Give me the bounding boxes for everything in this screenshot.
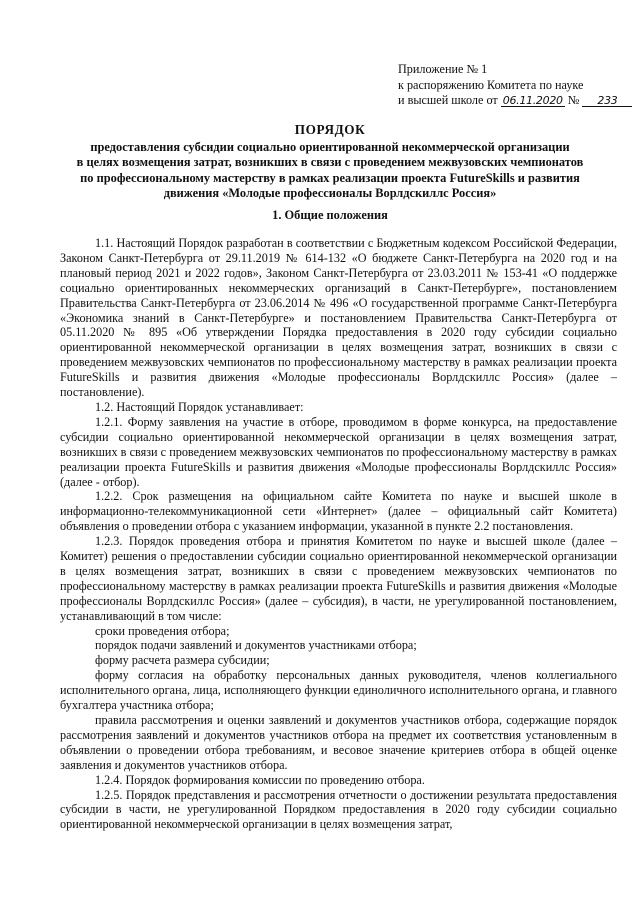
list-item: форму расчета размера субсидии;	[95, 653, 270, 668]
appendix-line-3-prefix: и высшей школе от	[398, 93, 498, 107]
title-sub-line: предоставления субсидии социально ориентированной некоммерческой организации	[90, 140, 570, 155]
handwritten-number: 233	[582, 95, 632, 107]
document-title	[60, 122, 600, 201]
title-sub-line: по профессиональному мастерству в рамках реализации проекта FutureSkills и развития	[80, 170, 580, 185]
document-body	[60, 236, 617, 832]
paragraph-1-2-2: 1.2.2. Срок размещения на официальном сайте Комитета по науке и высшей школе в информационно-телекоммуникационной сети «Интернет» (далее – официальный сайт Комитета) объявления о проведении отбора с указанием информации, указанной в пункте 2.2 постановления.	[60, 489, 617, 534]
appendix-line-2: к распоряжению Комитета по науке	[398, 77, 584, 92]
list-item: сроки проведения отбора;	[95, 623, 230, 638]
paragraph-1-2: 1.2. Настоящий Порядок устанавливает:	[95, 399, 304, 414]
list-item: форму согласия на обработку персональных данных руководителя, членов коллегиального исполнительного органа, лица, исполняющего функции единоличного исполнительного органа, и главного бухгалтера участника отбора;	[60, 668, 617, 713]
paragraph-1-2-3: 1.2.3. Порядок проведения отбора и принятия Комитетом по науке и высшей школе (далее – Комитет) решения о предоставлении субсидии социально ориентированной некоммерческой организации в целях возмещения затрат, возникших в связи с проведением межвузовских чемпионатов по профессиональному мастерству в рамках реализации проекта FutureSkills и развития движения «Молодые профессионалы Ворлдскиллс Россия» (далее – субсидия), в части, не урегулированной постановлением, устанавливающий в том числе:	[60, 534, 617, 623]
section-heading: 1. Общие положения	[272, 208, 388, 222]
appendix-line-1: Приложение № 1	[398, 62, 488, 76]
appendix-block	[398, 62, 638, 109]
list-item: правила рассмотрения и оценки заявлений и документов участников отбора, содержащие порядок рассмотрения заявлений и документов участников отбора на предмет их соответствия установленным в объявлении о проведении отбора требованиям, и весовое значение критериев отбора в общей оценке заявления и документов участников отбора.	[60, 713, 617, 772]
number-sign: №	[567, 93, 580, 107]
list-item: порядок подачи заявлений и документов участниками отбора;	[95, 638, 417, 653]
title-main: ПОРЯДОК	[294, 122, 366, 137]
title-sub-line: в целях возмещения затрат, возникших в связи с проведением межвузовских чемпионатов	[76, 155, 584, 170]
handwritten-date: 06.11.2020	[502, 94, 563, 107]
paragraph-1-1: 1.1. Настоящий Порядок разработан в соответствии с Бюджетным кодексом Российской Федерации, Законом Санкт-Петербурга от 29.11.2019 № 614-132 «О бюджете Санкт-Петербурга на 2020 год и на плановый период 2021 и 2022 годов», Законом Санкт-Петербурга от 23.03.2011 № 153-41 «О поддержке социально ориентированных некоммерческих организаций в Санкт-Петербурге», постановлением Правительства Санкт-Петербурга от 23.06.2014 № 496 «О государственной программе Санкт-Петербурга «Экономика знаний в Санкт-Петербурге» и постановлением Правительства Санкт-Петербурга от 05.11.2020 № 895 «Об утверждении Порядка предоставления в 2020 году субсидии социально ориентированной некоммерческой организации в целях возмещения затрат, возникших в связи с проведением межвузовских чемпионатов по профессиональному мастерству в рамках реализации проекта FutureSkills и развития движения «Молодые профессионалы Ворлдскиллс Россия» (далее – постановление).	[60, 236, 617, 400]
paragraph-1-2-5: 1.2.5. Порядок представления и рассмотрения отчетности о достижении результата предоставления субсидии в части, не урегулированной Порядком предоставления в 2020 году субсидии социально ориентированной некоммерческой организации в целях возмещения затрат,	[60, 787, 617, 832]
title-sub-line: движения «Молодые профессионалы Ворлдскиллс Россия»	[163, 185, 497, 200]
paragraph-1-2-4: 1.2.4. Порядок формирования комиссии по проведению отбора.	[95, 772, 425, 787]
appendix-line-3	[398, 93, 638, 109]
paragraph-1-2-1: 1.2.1. Форму заявления на участие в отборе, проводимом в форме конкурса, на предоставление субсидии социально ориентированной некоммерческой организации в целях возмещения затрат, возникших в связи с проведением межвузовских чемпионатов по профессиональному мастерству в рамках реализации проекта FutureSkills и развития движения «Молодые профессионалы Ворлдскиллс Россия» (далее - отбор).	[60, 414, 617, 489]
